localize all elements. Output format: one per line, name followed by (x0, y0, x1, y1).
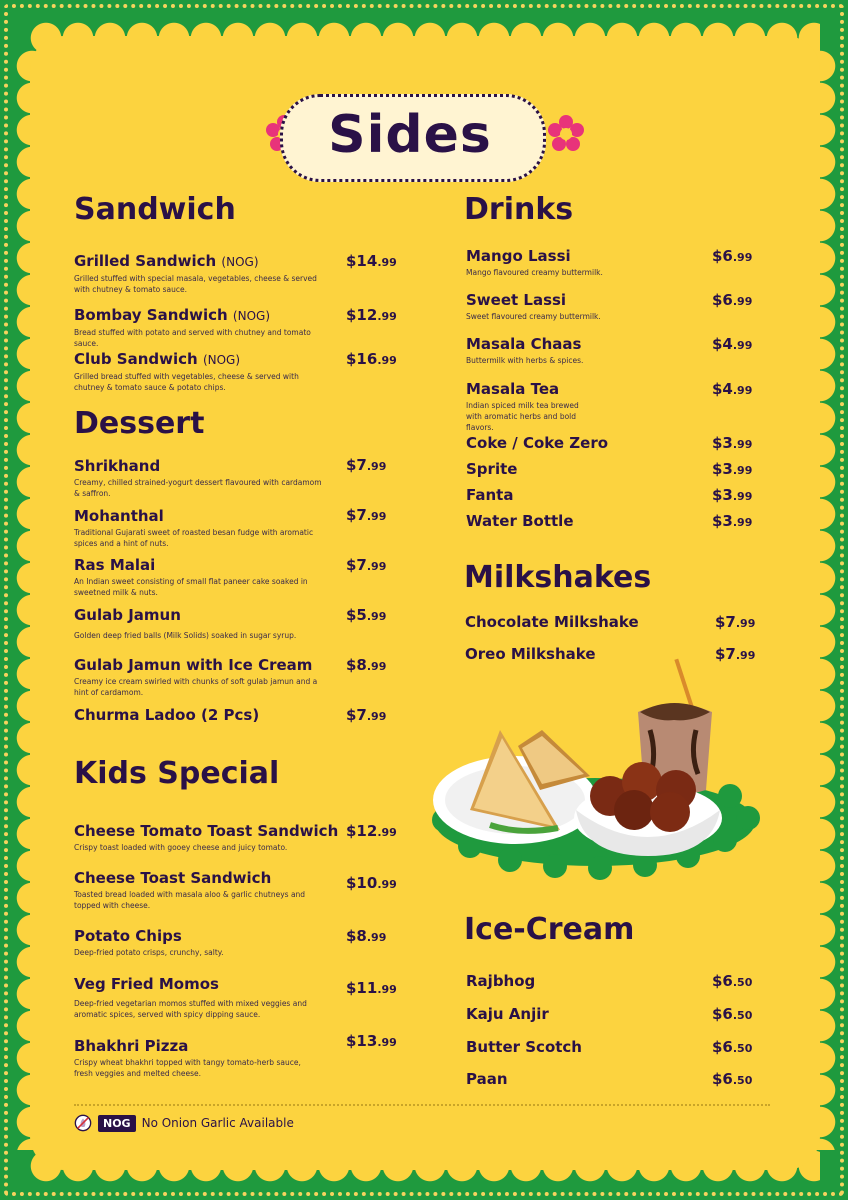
item-name: Grilled Sandwich (74, 252, 217, 270)
item-name: Cheese Toast Sandwich (74, 869, 272, 887)
item-name: Sprite (466, 460, 518, 478)
item-name: Fanta (466, 486, 514, 504)
footer-divider (74, 1104, 770, 1106)
menu-item (74, 306, 324, 349)
item-price: $3.99 (712, 512, 753, 530)
section-title-sandwich: Sandwich (74, 192, 236, 227)
item-price: $7.99 (346, 556, 387, 574)
menu-item (466, 291, 606, 322)
item-price: $6.50 (712, 1038, 753, 1056)
title-plaque (260, 86, 590, 186)
menu-item (466, 1070, 508, 1088)
item-description: Crispy toast loaded with gooey cheese and juicy tomato. (74, 843, 288, 852)
menu-item (74, 350, 324, 393)
item-description: Mango flavoured creamy buttermilk. (466, 268, 603, 277)
item-name: Masala Chaas (466, 335, 582, 353)
item-price: $11.99 (346, 979, 397, 997)
item-price: $16.99 (346, 350, 397, 368)
item-name: Gulab Jamun with Ice Cream (74, 656, 313, 674)
menu-item (74, 656, 324, 698)
item-name: Mango Lassi (466, 247, 571, 265)
menu-item (465, 613, 639, 631)
item-price: $6.50 (712, 1070, 753, 1088)
page-title: Sides (328, 105, 492, 165)
item-description: Traditional Gujarati sweet of roasted besan fudge with aromatic spices and a hint of nuts. (74, 528, 314, 548)
item-description: Deep-fried potato crisps, crunchy, salty. (74, 948, 224, 957)
menu-item (74, 975, 314, 1020)
menu-item (466, 972, 535, 990)
item-price: $14.99 (346, 252, 397, 270)
item-price: $6.99 (712, 247, 753, 265)
item-price: $13.99 (346, 1032, 397, 1050)
menu-item (466, 512, 574, 530)
item-name: Coke / Coke Zero (466, 434, 609, 452)
section-title-kids-special: Kids Special (74, 756, 280, 791)
menu-item (74, 927, 324, 958)
item-price: $6.50 (712, 1005, 753, 1023)
item-name: Bombay Sandwich (74, 306, 228, 324)
item-price: $3.99 (712, 460, 753, 478)
section-title-milkshakes: Milkshakes (464, 560, 652, 595)
item-price: $12.99 (346, 306, 397, 324)
item-name: Water Bottle (466, 512, 574, 530)
item-description: Sweet flavoured creamy buttermilk. (466, 312, 601, 321)
menu-item (466, 1038, 582, 1056)
item-description: Grilled bread stuffed with vegetables, cheese & served with chutney & tomato sauce & potato chips. (74, 372, 299, 392)
item-name: Kaju Anjir (466, 1005, 549, 1023)
menu-item (74, 706, 259, 724)
menu-item (466, 460, 517, 478)
item-price: $7.99 (715, 645, 756, 663)
item-name: Paan (466, 1070, 508, 1088)
item-price: $10.99 (346, 874, 397, 892)
item-name: Rajbhog (466, 972, 536, 990)
item-price: $7.99 (715, 613, 756, 631)
menu-item (74, 1037, 314, 1079)
item-name: Sweet Lassi (466, 291, 567, 309)
item-price: $12.99 (346, 822, 397, 840)
item-name: Masala Tea (466, 380, 560, 398)
item-description: Buttermilk with herbs & spices. (466, 356, 584, 365)
menu-item (74, 507, 324, 549)
menu-item (466, 434, 608, 452)
section-title-drinks: Drinks (464, 192, 574, 227)
menu-item (74, 457, 324, 499)
menu-item (74, 606, 324, 641)
nog-legend-text: No Onion Garlic Available (141, 1116, 294, 1130)
flower-icon (546, 114, 586, 154)
nog-badge: NOG (98, 1115, 136, 1132)
item-name: Club Sandwich (74, 350, 198, 368)
item-price: $7.99 (346, 506, 387, 524)
item-name: Veg Fried Momos (74, 975, 219, 993)
item-price: $7.99 (346, 456, 387, 474)
item-price: $7.99 (346, 706, 387, 724)
item-name: Ras Malai (74, 556, 156, 574)
item-description: Grilled stuffed with special masala, vegetables, cheese & served with chutney & tomato sauce. (74, 274, 317, 294)
item-name: Gulab Jamun (74, 606, 181, 624)
item-description: Golden deep fried balls (Milk Solids) soaked in sugar syrup. (74, 631, 297, 640)
menu-item (74, 556, 324, 598)
menu-item (74, 252, 324, 295)
item-price: $4.99 (712, 335, 753, 353)
item-price: $4.99 (712, 380, 753, 398)
nog-tag: (NOG) (232, 309, 271, 323)
item-description: Crispy wheat bhakhri topped with tangy tomato-herb sauce, fresh veggies and melted cheese. (74, 1058, 301, 1078)
menu-item (466, 335, 606, 366)
nog-tag: (NOG) (221, 255, 259, 269)
menu-item (466, 247, 606, 278)
item-name: Oreo Milkshake (465, 645, 596, 663)
item-price: $6.50 (712, 972, 753, 990)
menu-item (466, 1005, 549, 1023)
item-price: $5.99 (346, 606, 387, 624)
item-name: Butter Scotch (466, 1038, 582, 1056)
item-description: Bread stuffed with potato and served with chutney and tomato sauce. (74, 328, 311, 348)
nog-tag: (NOG) (202, 353, 241, 367)
item-name: Potato Chips (74, 927, 182, 945)
item-name: Bhakhri Pizza (74, 1037, 189, 1055)
item-price: $8.99 (346, 927, 387, 945)
menu-item (466, 486, 513, 504)
item-price: $3.99 (712, 486, 753, 504)
item-name: Churma Ladoo (2 Pcs) (74, 706, 260, 724)
item-description: Indian spiced milk tea brewed with aromatic herbs and bold flavors. (466, 401, 579, 432)
nog-legend (74, 1112, 294, 1134)
item-description: Creamy, chilled strained-yogurt dessert flavoured with cardamom & saffron. (74, 478, 322, 498)
section-title-ice-cream: Ice-Cream (464, 912, 635, 947)
item-price: $8.99 (346, 656, 387, 674)
item-description: Toasted bread loaded with masala aloo & garlic chutneys and topped with cheese. (74, 890, 306, 910)
item-price: $3.99 (712, 434, 753, 452)
section-title-dessert: Dessert (74, 406, 205, 441)
menu-item (466, 380, 596, 433)
food-photo (430, 650, 760, 880)
item-name: Mohanthal (74, 507, 164, 525)
item-description: Creamy ice cream swirled with chunks of soft gulab jamun and a hint of cardamom. (74, 677, 318, 697)
item-name: Cheese Tomato Toast Sandwich (74, 822, 339, 840)
item-price: $6.99 (712, 291, 753, 309)
item-description: An Indian sweet consisting of small flat paneer cake soaked in sweetned milk & nuts. (74, 577, 308, 597)
menu-item (74, 869, 324, 911)
item-name: Shrikhand (74, 457, 161, 475)
menu-item (74, 822, 338, 853)
item-name: Chocolate Milkshake (465, 613, 639, 631)
item-description: Deep-fried vegetarian momos stuffed with mixed veggies and aromatic spices, served with spicy dipping sauce. (74, 999, 307, 1019)
no-onion-garlic-icon (74, 1114, 92, 1132)
